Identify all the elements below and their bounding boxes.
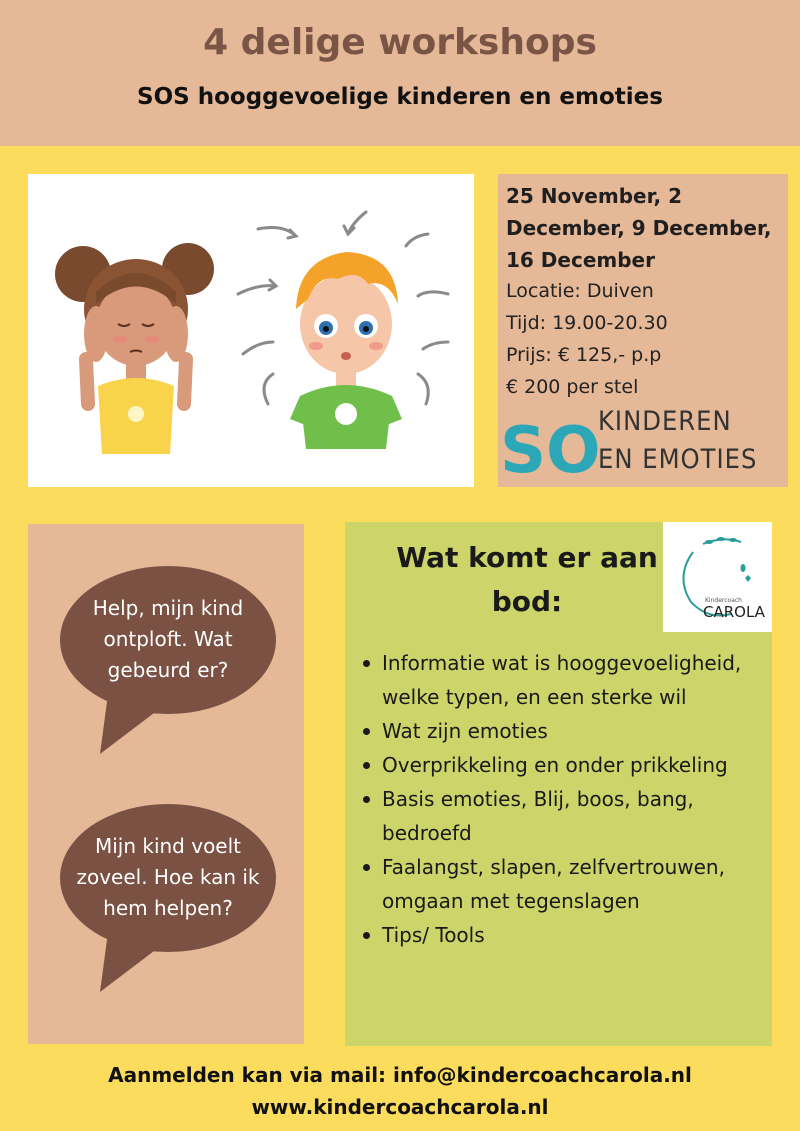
price-couple-text: € 200 per stel <box>506 376 639 398</box>
speech-bubble-1-text: Help, mijn kind ontploft. Wat gebeurd er? <box>92 596 244 682</box>
sos-logo <box>498 402 788 482</box>
offer-item: Wat zijn emoties <box>363 714 768 748</box>
location-text: Locatie: Duiven <box>506 280 654 302</box>
carola-logo <box>663 522 772 632</box>
page-subtitle: SOS hooggevoelige kinderen en emoties <box>137 84 663 110</box>
offer-item: Basis emoties, Blij, boos, bang, bedroefd <box>363 782 768 850</box>
header-banner <box>0 0 800 146</box>
signup-email-text[interactable]: Aanmelden kan via mail: info@kindercoachcarola.nl <box>108 1063 692 1087</box>
boy-figure <box>290 252 402 449</box>
carola-logo-small: Kindercoach <box>705 597 742 604</box>
sos-logo-line1: KINDEREN <box>598 406 732 437</box>
workshop-dates: 25 November, 2 December, 9 December, 16 December <box>506 184 772 272</box>
sos-letters <box>498 402 598 482</box>
page-title: 4 delige workshops <box>203 22 597 63</box>
website-link[interactable]: www.kindercoachcarola.nl <box>251 1095 549 1119</box>
offer-item: Informatie wat is hooggevoeligheid, welke typen, en een sterke wil <box>363 646 768 714</box>
girl-figure <box>55 243 214 454</box>
children-illustration-svg <box>28 174 474 487</box>
info-panel <box>498 174 788 487</box>
sos-logo-line2: EN EMOTIES <box>598 444 758 475</box>
carola-logo-name: CAROLA <box>703 603 765 621</box>
questions-panel <box>28 524 304 1044</box>
offer-panel <box>345 522 772 1046</box>
carola-logo-svg <box>663 522 772 632</box>
offer-item: Overprikkeling en onder prikkeling <box>363 748 768 782</box>
time-text: Tijd: 19.00-20.30 <box>506 312 668 334</box>
sos-letter-s1: SO <box>500 414 598 482</box>
offer-heading: Wat komt er aan bod: <box>396 541 658 618</box>
price-text: Prijs: € 125,- p.p <box>506 344 662 366</box>
offer-item: Faalangst, slapen, zelfvertrouwen, omgaan met tegenslagen <box>363 850 768 918</box>
offer-item: Tips/ Tools <box>363 918 768 952</box>
offer-list <box>363 646 768 952</box>
speech-bubble-2-text: Mijn kind voelt zoveel. Hoe kan ik hem helpen? <box>76 834 260 920</box>
children-illustration <box>28 174 474 487</box>
